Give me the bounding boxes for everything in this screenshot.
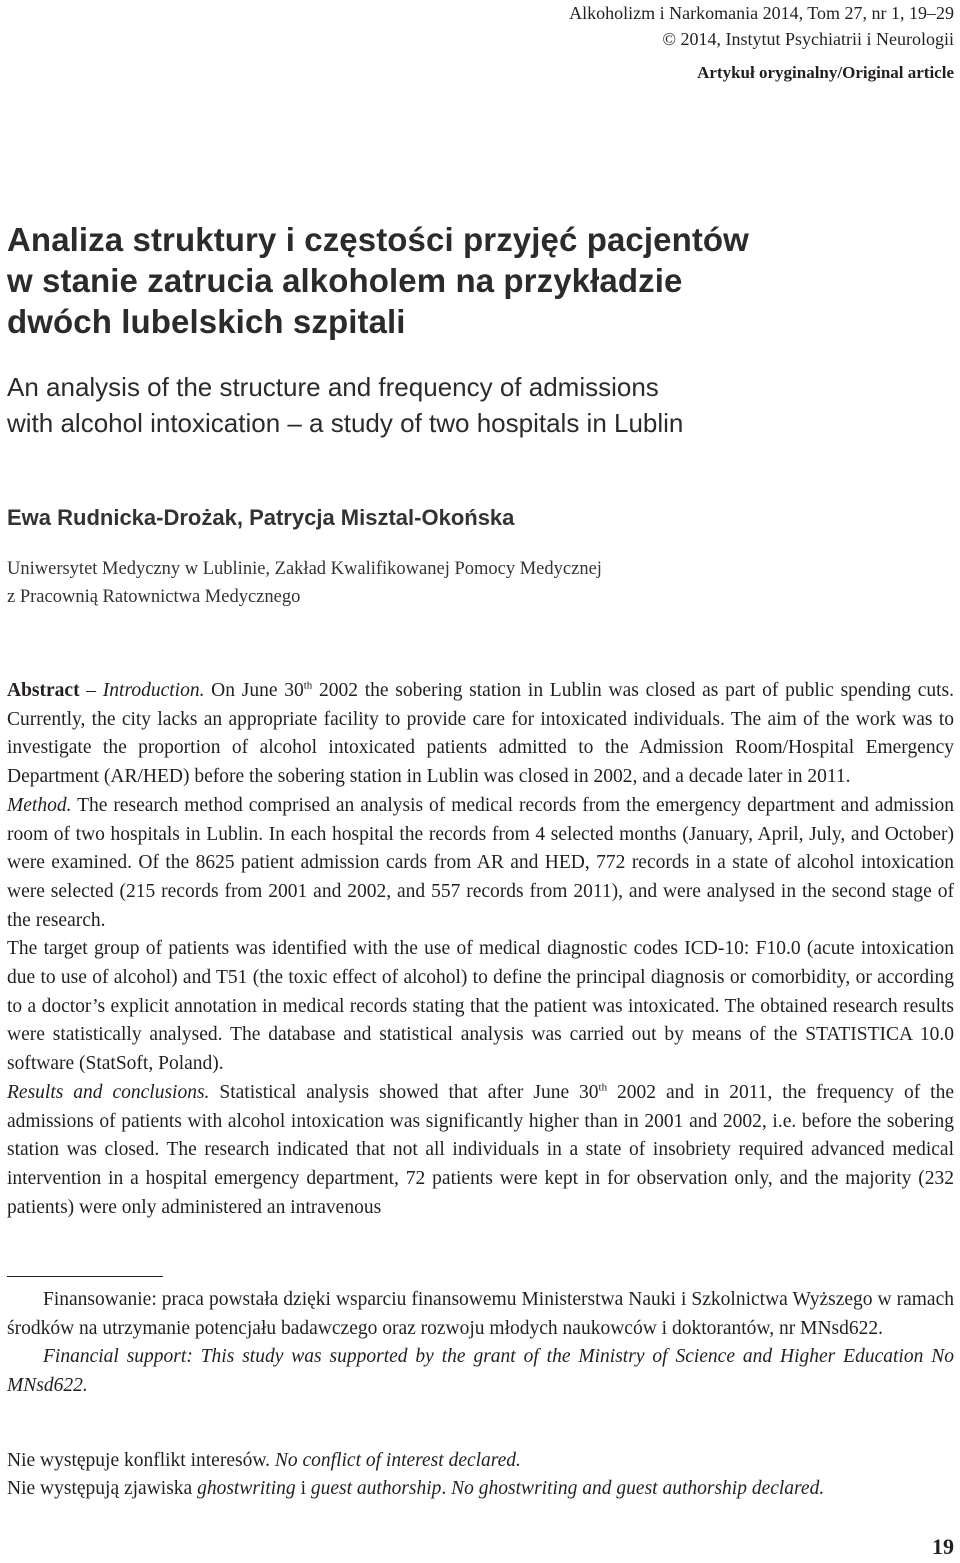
- abstract-label: Abstract: [7, 680, 80, 701]
- abstract-results: Results and conclusions. Statistical analysis showed that after June 30th 2002 and in 2011, the frequency of the admissions of patients with alcohol intoxication was significantly higher than in 2001 and 2002, i.e. before the sobering station was closed. The research indicated that not all individuals in a state of insobriety required advanced medical intervention in a hospital emergency department, 72 patients were kept in for observation only, and the majority (232 patients) were only administered an intravenous: [7, 1081, 954, 1218]
- declarations: [7, 1447, 954, 1503]
- footnote-divider: [7, 1276, 163, 1277]
- affiliation-line: Uniwersytet Medyczny w Lublinie, Zakład Kwalifikowanej Pomocy Medycznej: [7, 559, 602, 579]
- journal-header: [569, 0, 954, 52]
- funding-english: Financial support: This study was supported by the grant of the Ministry of Science and Higher Education No MNsd622.: [7, 1346, 954, 1396]
- title-polish: [7, 219, 937, 342]
- article-type: Artykuł oryginalny/Original article: [697, 63, 954, 82]
- abstract-introduction: Abstract – Introduction. On June 30th 2002 the sobering station in Lublin was closed as part of public spending cuts. Currently, the city lacks an appropriate facility to provide care for intoxicated individuals. The aim of the work was to investigate the proportion of alcohol intoxicated patients admitted to the Admission Room/Hospital Emergency Department (AR/HED) before the sobering station in Lublin was closed in 2002, and a decade later in 2011.: [7, 679, 955, 788]
- authors: Ewa Rudnicka-Drożak, Patrycja Misztal-Okońska: [7, 505, 515, 530]
- title-pl-line: Analiza struktury i częstości przyjęć pacjentów: [7, 221, 749, 258]
- page-number: 19: [932, 1534, 954, 1559]
- footnote: [7, 1286, 954, 1400]
- conflict-declaration: Nie występuje konflikt interesów. No conflict of interest declared.: [7, 1450, 521, 1471]
- title-pl-line: dwóch lubelskich szpitali: [7, 303, 406, 340]
- funding-polish: Finansowanie: praca powstała dzięki wsparciu finansowemu Ministerstwa Nauki i Szkolnictwa Wyższego w ramach środków na utrzymanie potencjału badawczego oraz rozwoju młodych naukowców i doktorantów, nr MNsd622.: [7, 1289, 954, 1339]
- title-english: [7, 369, 937, 441]
- title-pl-line: w stanie zatrucia alkoholem na przykładzie: [7, 262, 683, 299]
- method-label: Method.: [7, 794, 72, 816]
- results-label: Results and conclusions.: [7, 1081, 210, 1103]
- ghostwriting-declaration: Nie występują zjawiska ghostwriting i guest authorship. No ghostwriting and guest authorship declared.: [7, 1478, 825, 1499]
- abstract: [7, 677, 954, 1222]
- abstract-target-group: The target group of patients was identified with the use of medical diagnostic codes ICD-10: F10.0 (acute intoxication due to use of alcohol) and T51 (the toxic effect of alcohol) to define the principal diagnosis or comorbidity, or according to a doctor’s explicit annotation in medical records stating that the patient was intoxicated. The obtained research results were statistically analysed. The database and statistical analysis was carried out by means of the STATISTICA 10.0 software (StatSoft, Poland).: [7, 938, 954, 1075]
- affiliation-line: z Pracownią Ratownictwa Medycznego: [7, 587, 301, 607]
- title-en-line: An analysis of the structure and frequency of admissions: [7, 372, 659, 402]
- introduction-label: Introduction.: [102, 680, 205, 701]
- abstract-method: Method. The research method comprised an analysis of medical records from the emergency department and admission room of two hospitals in Lublin. In each hospital the records from 4 selected months (January, April, July, and October) were examined. Of the 8625 patient admission cards from AR and HED, 772 records in a state of alcohol intoxication were selected (215 records from 2001 and 2002, and 557 records from 2011), and were analysed in the second stage of the research.: [7, 794, 954, 931]
- affiliation: [7, 555, 937, 611]
- journal-citation: Alkoholizm i Narkomania 2014, Tom 27, nr 1, 19–29: [569, 3, 954, 23]
- copyright-line: © 2014, Instytut Psychiatrii i Neurologii: [662, 29, 954, 49]
- title-en-line: with alcohol intoxication – a study of two hospitals in Lublin: [7, 408, 684, 438]
